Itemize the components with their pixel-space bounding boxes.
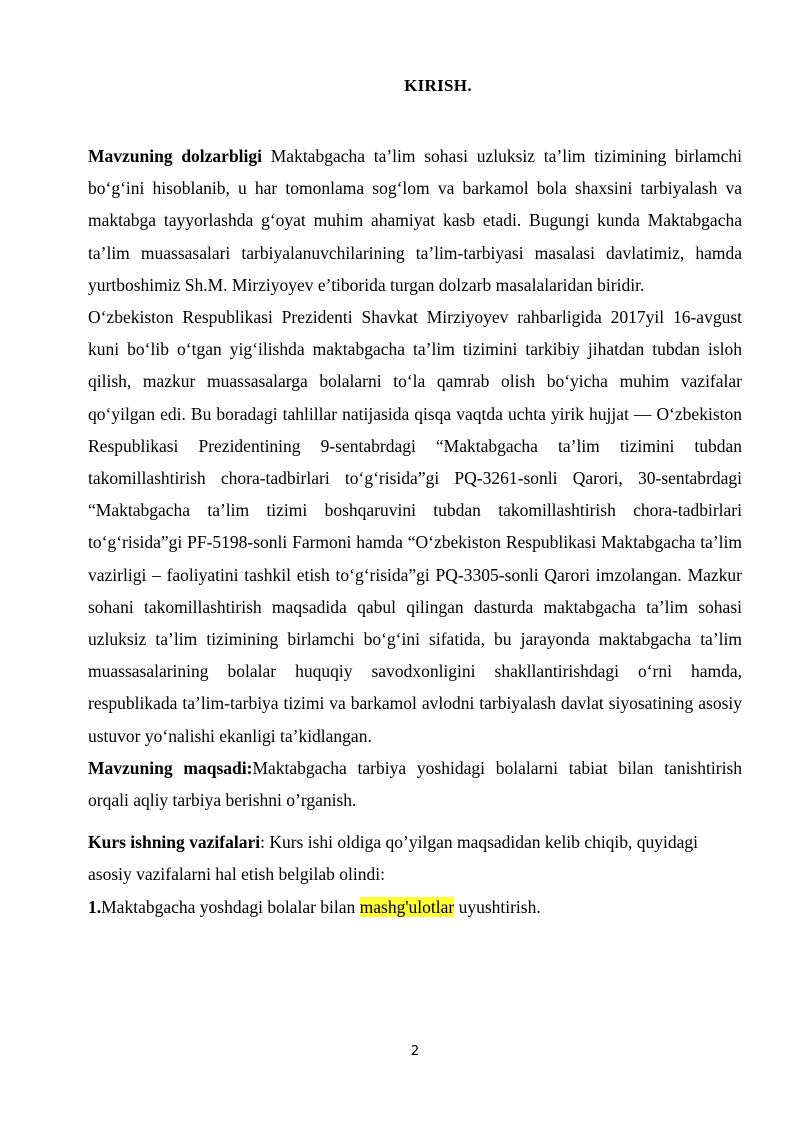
goal-text: Maktabgacha tarbiya yoshidagi bolalarni tabiat bilan tanishtirish orqali aqliy tarbiya berishni o’rganish. xyxy=(88,757,743,811)
document-body xyxy=(88,140,742,923)
highlighted-word: mashg'ulotlar xyxy=(359,896,455,917)
decree-text: O‘zbekiston Respublikasi Prezidenti Shavkat Mirziyoyev rahbarligida 2017yil 16-avgust kuni bo‘lib o‘tgan yig‘ilishda maktabgacha ta’lim tizimini tarkibiy jihatdan tubdan isloh qilish, mazkur muassasalarga bolalarni to‘la qamrab olish bo‘yicha muhim vazifalar qo‘yilgan edi. Bu boradagi tahlillar natijasida qisqa vaqtda uchta yirik hujjat — O‘zbekiston Respublikasi Prezidentining 9-sentabrdagi “Maktabgacha ta’lim tizimini tubdan takomillashtirish chora-tadbirlari to‘g‘risida”gi PQ-3261-sonli Qarori, 30-sentabrdagi “Maktabgacha ta’lim tizimi boshqaruvini tubdan takomillashtirish chora-tadbirlari to‘g‘risida”gi PF-5198-sonli Farmoni hamda “O‘zbekiston Respublikasi Maktabgacha ta’lim vazirligi – faoliyatini tashkil etish to‘g‘risida”gi PQ-3305-sonli Qarori imzolangan. Mazkur sohani takomillashtirish maqsadida qabul qilingan dasturda maktabgacha ta’lim sohasi uzluksiz ta’lim tizimining birlamchi bo‘g‘ini sifatida, bu jarayonda maktabgacha ta’lim muassasalarining bolalar huquqiy savodxonligini shakllantirishdagi o‘rni hamda, respublikada ta’lim-tarbiya tizimi va barkamol avlodni tarbiyalash davlat siyosatining asosiy ustuvor yo‘nalishi ekanligi ta’kidlangan. xyxy=(88,307,742,746)
section-title: KIRISH. xyxy=(404,76,472,95)
paragraph-tasks xyxy=(88,826,742,890)
task-item-number: 1. xyxy=(88,896,102,917)
paragraph-goal xyxy=(88,752,742,816)
task-item-text-before: Maktabgacha yoshdagi bolalar bilan xyxy=(101,896,360,917)
tasks-text: : Kurs ishi oldiga qo’yilgan maqsadidan kelib chiqib, quyidagi asosiy vazifalarni hal etish belgilab olindi: xyxy=(88,832,699,885)
relevance-text: Maktabgacha ta’lim sohasi uzluksiz ta’lim tizimining birlamchi bo‘g‘ini hisoblanib, u har tomonlama sog‘lom va barkamol bola shaxsini tarbiyalash va maktabga tayyorlashda g‘oyat muhim ahamiyat kasb etadi. Bugungi kunda Maktabgacha ta’lim muassasalari tarbiyalanuvchilarining ta’lim-tarbiyasi masalasi davlatimiz, hamda yurtboshimiz Sh.M. Mirziyoyev e’tiborida turgan dolzarb masalalaridan biridir. xyxy=(88,146,742,295)
page-number: 2 xyxy=(410,1044,420,1059)
tasks-label: Kurs ishning vazifalari xyxy=(88,832,261,853)
task-item-text-after: uyushtirish. xyxy=(454,896,541,917)
goal-label: Mavzuning maqsadi: xyxy=(88,757,253,778)
paragraph-decree xyxy=(88,301,742,752)
task-item-1 xyxy=(88,891,742,923)
paragraph-relevance xyxy=(88,140,742,301)
relevance-label: Mavzuning dolzarbligi xyxy=(88,146,263,166)
document-page xyxy=(88,0,742,1131)
